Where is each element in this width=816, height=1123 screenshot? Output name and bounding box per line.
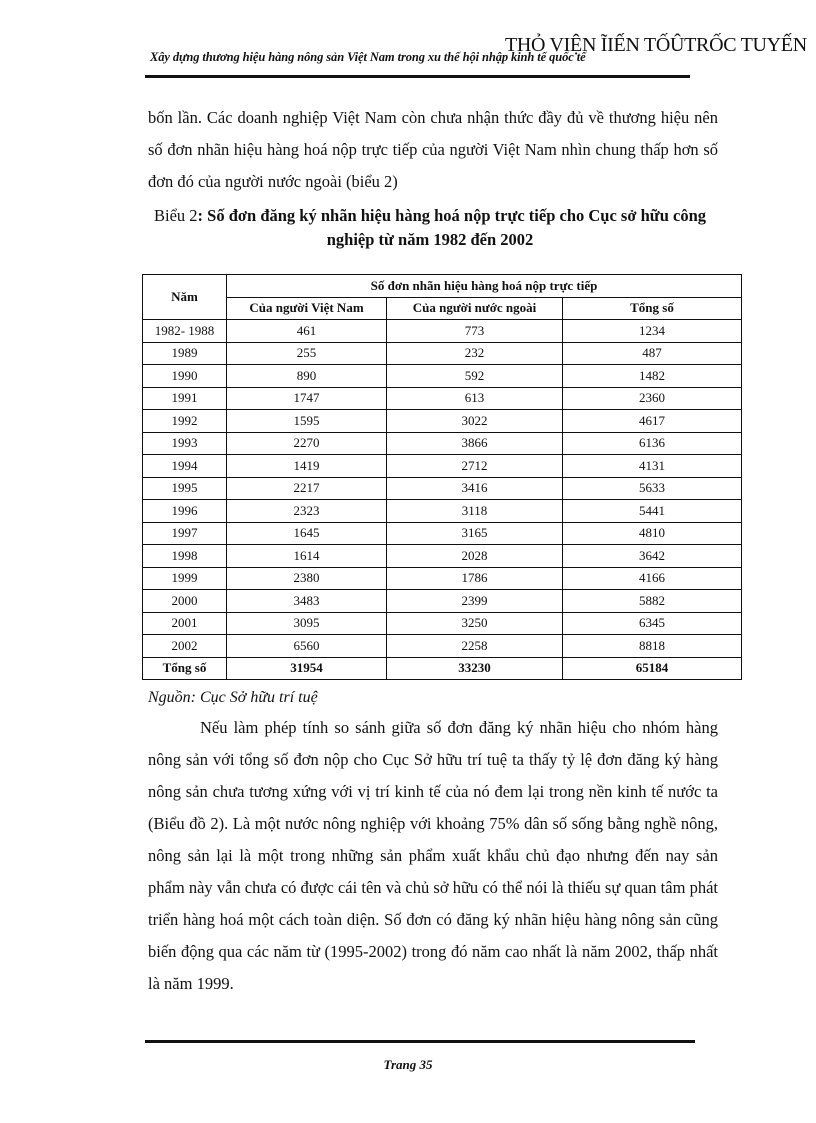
row-total: 1234	[563, 320, 742, 343]
trademark-applications-table	[142, 274, 742, 680]
row-year: 1994	[143, 455, 227, 478]
row-vietnamese: 3483	[227, 590, 387, 613]
row-year: 2000	[143, 590, 227, 613]
table-row	[143, 522, 742, 545]
table-row	[143, 477, 742, 500]
table-row	[143, 342, 742, 365]
table-row	[143, 635, 742, 658]
row-year: 1990	[143, 365, 227, 388]
row-foreign: 3866	[387, 432, 563, 455]
row-vietnamese: 255	[227, 342, 387, 365]
header-rule	[145, 75, 690, 78]
row-vietnamese: 461	[227, 320, 387, 343]
row-total: 6345	[563, 612, 742, 635]
row-year: 1996	[143, 500, 227, 523]
row-vietnamese: 6560	[227, 635, 387, 658]
row-vietnamese: 890	[227, 365, 387, 388]
column-header-foreign: Của người nước ngoài	[387, 297, 563, 320]
table-row	[143, 590, 742, 613]
row-foreign: 3165	[387, 522, 563, 545]
row-total: 5633	[563, 477, 742, 500]
total-row	[143, 657, 742, 680]
table-row	[143, 387, 742, 410]
column-header-vietnamese: Của người Việt Nam	[227, 297, 387, 320]
table-row	[143, 432, 742, 455]
row-foreign: 3118	[387, 500, 563, 523]
footer-rule	[145, 1040, 695, 1043]
row-year: 1998	[143, 545, 227, 568]
row-total: 1482	[563, 365, 742, 388]
row-vietnamese: 1747	[227, 387, 387, 410]
total-foreign: 33230	[387, 657, 563, 680]
row-total: 487	[563, 342, 742, 365]
running-header-title: Xây dựng thương hiệu hàng nông sản Việt Nam trong xu thế hội nhập kinh tế quốc tế	[150, 50, 586, 64]
row-total: 8818	[563, 635, 742, 658]
caption-lead: Biểu 2	[153, 206, 198, 225]
row-total: 6136	[563, 432, 742, 455]
row-vietnamese: 1419	[227, 455, 387, 478]
source-note: Nguồn: Cục Sở hữu trí tuệ	[148, 689, 318, 706]
total-label: Tổng số	[143, 657, 227, 680]
page-number: Trang 35	[383, 1057, 433, 1072]
row-year: 1991	[143, 387, 227, 410]
row-vietnamese: 2323	[227, 500, 387, 523]
table-row	[143, 320, 742, 343]
intro-paragraph: bốn lần. Các doanh nghiệp Việt Nam còn chưa nhận thức đầy đủ về thương hiệu nên số đơn nhãn hiệu hàng hoá nộp trực tiếp của người Việt Nam nhìn chung thấp hơn số đơn đó của người nước ngoài (biểu 2)	[148, 108, 718, 191]
row-total: 5441	[563, 500, 742, 523]
table-row	[143, 500, 742, 523]
year-header: Năm	[143, 275, 227, 320]
row-year: 1989	[143, 342, 227, 365]
table-row	[143, 455, 742, 478]
row-total: 4617	[563, 410, 742, 433]
table-row	[143, 567, 742, 590]
row-vietnamese: 1645	[227, 522, 387, 545]
total-sum: 65184	[563, 657, 742, 680]
row-foreign: 3250	[387, 612, 563, 635]
row-year: 1993	[143, 432, 227, 455]
body-paragraph: Nếu làm phép tính so sánh giữa số đơn đăng ký nhãn hiệu cho nhóm hàng nông sản với tổng số đơn nộp cho Cục Sở hữu trí tuệ ta thấy tỷ lệ đơn đăng ký hàng nông sản chưa tương xứng với vị trí kinh tế của nó đem lại trong nền kinh tế nước ta (Biểu đồ 2). Là một nước nông nghiệp với khoảng 75% dân số sống bằng nghề nông, nông sản lại là một trong những sản phẩm xuất khẩu chủ đạo nhưng đến nay sản phẩm này vẫn chưa có được cái tên và chủ sở hữu có thể nói là thiếu sự quan tâm phát triển hàng hoá một cách toàn diện. Số đơn có đăng ký nhãn hiệu hàng nông sản cũng biến động qua các năm từ (1995-2002) trong đó năm cao nhất là năm 2002, thấp nhất là năm 1999.	[148, 718, 718, 993]
row-year: 1999	[143, 567, 227, 590]
row-foreign: 1786	[387, 567, 563, 590]
row-vietnamese: 2217	[227, 477, 387, 500]
row-foreign: 3022	[387, 410, 563, 433]
table-caption	[140, 204, 720, 252]
table-row	[143, 410, 742, 433]
library-watermark: THỎ VIỆN ĨIẾN TỐÛTRỐC TUYẾN	[505, 34, 807, 56]
row-vietnamese: 1595	[227, 410, 387, 433]
table-row	[143, 365, 742, 388]
row-year: 1995	[143, 477, 227, 500]
row-foreign: 613	[387, 387, 563, 410]
row-foreign: 2258	[387, 635, 563, 658]
row-year: 1992	[143, 410, 227, 433]
row-foreign: 2028	[387, 545, 563, 568]
total-vietnamese: 31954	[227, 657, 387, 680]
row-year: 1997	[143, 522, 227, 545]
row-year: 1982- 1988	[143, 320, 227, 343]
table-row	[143, 545, 742, 568]
row-foreign: 773	[387, 320, 563, 343]
row-vietnamese: 2270	[227, 432, 387, 455]
row-total: 4810	[563, 522, 742, 545]
row-foreign: 2712	[387, 455, 563, 478]
column-header-total: Tổng số	[563, 297, 742, 320]
row-foreign: 2399	[387, 590, 563, 613]
caption-text: : Số đơn đăng ký nhãn hiệu hàng hoá nộp trực tiếp cho Cục sở hữu công nghiệp từ năm 1982 đến 2002	[197, 206, 706, 249]
row-vietnamese: 2380	[227, 567, 387, 590]
row-year: 2002	[143, 635, 227, 658]
group-header: Số đơn nhãn hiệu hàng hoá nộp trực tiếp	[227, 275, 742, 298]
table-body	[143, 320, 742, 658]
row-total: 2360	[563, 387, 742, 410]
row-vietnamese: 3095	[227, 612, 387, 635]
table-row	[143, 612, 742, 635]
row-total: 4131	[563, 455, 742, 478]
row-vietnamese: 1614	[227, 545, 387, 568]
row-year: 2001	[143, 612, 227, 635]
row-foreign: 232	[387, 342, 563, 365]
row-total: 4166	[563, 567, 742, 590]
row-total: 5882	[563, 590, 742, 613]
row-foreign: 3416	[387, 477, 563, 500]
row-total: 3642	[563, 545, 742, 568]
row-foreign: 592	[387, 365, 563, 388]
